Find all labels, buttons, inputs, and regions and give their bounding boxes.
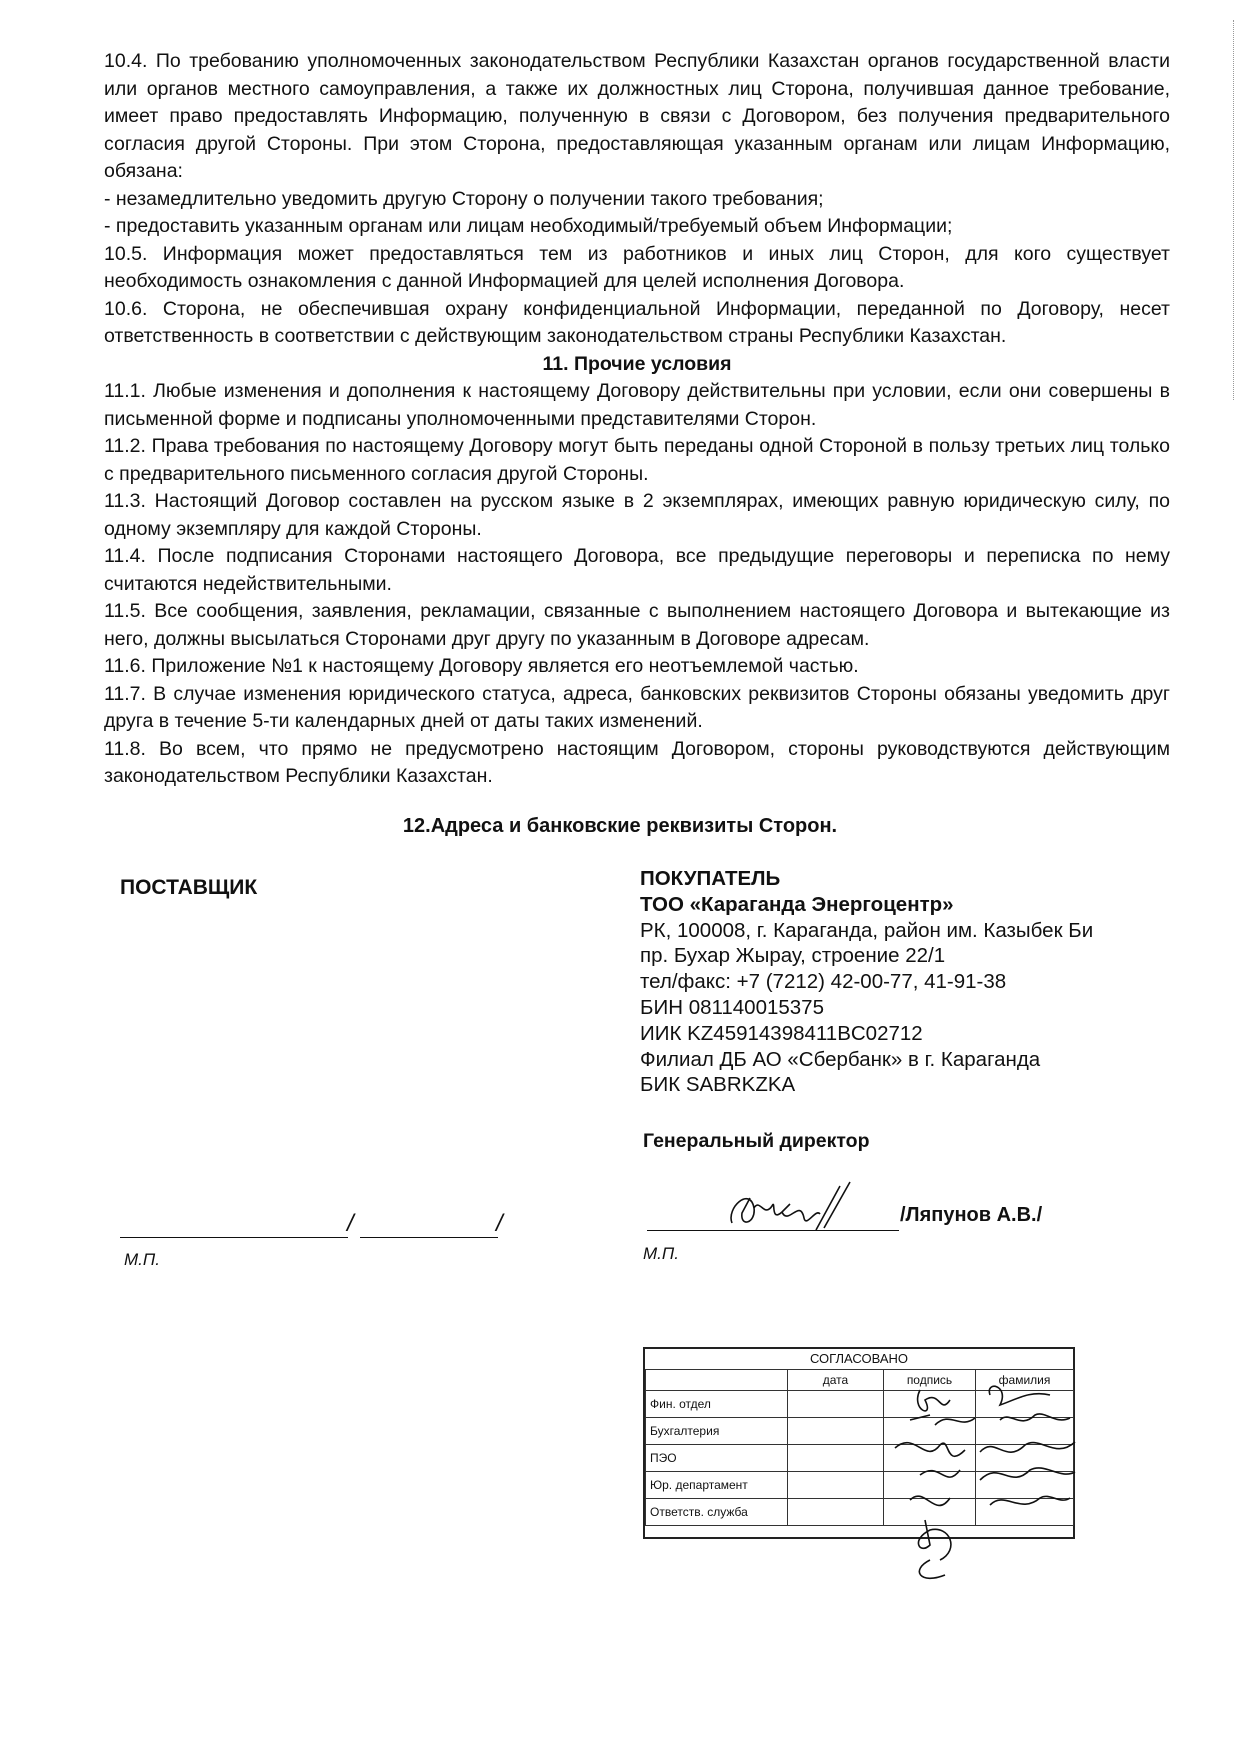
buyer-title: ПОКУПАТЕЛЬ (640, 867, 781, 890)
supplier-slash-1: / (347, 1210, 354, 1237)
supplier-title: ПОСТАВЩИК (120, 876, 258, 899)
buyer-phone: тел/факс: +7 (7212) 42-00-77, 41-91-38 (640, 970, 1007, 994)
approval-header-signature: подпись (884, 1370, 976, 1391)
director-title: Генеральный директор (643, 1130, 870, 1152)
clause-11-5: 11.5. Все сообщения, заявления, рекламации, связанные с выполнением настоящего Договора и вытекающие из него, должны высылаться Сторонами друг другу по указанным в Договоре адресам. (104, 600, 1170, 650)
supplier-signature-line (120, 1237, 348, 1238)
buyer-stamp-place: М.П. (643, 1244, 679, 1263)
buyer-bin: БИН 081140015375 (640, 995, 824, 1019)
buyer-iik: ИИК KZ45914398411BC02712 (640, 1021, 923, 1045)
clause-11-1: 11.1. Любые изменения и дополнения к настоящему Договору действительны при условии, если они совершены в письменной форме и подписаны уполномоченными представителями Сторон. (104, 380, 1170, 430)
clause-10-5: 10.5. Информация может предоставляться тем из работников и иных лиц Сторон, для кого существует необходимость ознакомления с данной Информацией для целей исполнения Договора. (104, 242, 1170, 292)
clause-10-4: 10.4. По требованию уполномоченных законодательством Республики Казахстан органов государственной власти или органов местного самоуправления, а также их должностных лиц Сторона, получившая данное требование, имеет право предоставлять Информацию, полученную в связи с Договором, без получения предварительного согласия другой Стороны. При этом Сторона, предоставляющая указанным органам или лицам Информацию, обязана: (104, 50, 1170, 182)
buyer-bik: БИК SABRKZKA (640, 1073, 796, 1097)
clause-10-4-item-1: - незамедлительно уведомить другую Сторону о получении такого требования; (104, 187, 824, 210)
approval-header-surname: фамилия (976, 1370, 1074, 1391)
approval-dept: Фин. отдел (646, 1391, 788, 1418)
buyer-address-1: РК, 100008, г. Караганда, район им. Казыбек Би (640, 918, 1094, 942)
buyer-address-2: пр. Бухар Жырау, строение 22/1 (640, 944, 946, 968)
approval-dept: Бухгалтерия (646, 1418, 788, 1445)
clause-11-7: 11.7. В случае изменения юридического статуса, адреса, банковских реквизитов Стороны обязаны уведомить друг друга в течение 5-ти календарных дней от даты таких изменений. (104, 682, 1170, 732)
approval-handwritten-signatures (880, 1370, 1080, 1600)
buyer-bank: Филиал ДБ АО «Сбербанк» в г. Караганда (640, 1047, 1041, 1071)
section-11-title: 11. Прочие условия (542, 352, 732, 375)
supplier-name-line (360, 1237, 498, 1238)
buyer-company: ТОО «Караганда Энергоцентр» (640, 892, 954, 916)
approval-header-date: дата (788, 1370, 884, 1391)
director-name: /Ляпунов А.В./ (900, 1204, 1043, 1226)
clause-11-8: 11.8. Во всем, что прямо не предусмотрено настоящим Договором, стороны руководствуются действующим законодательством Республики Казахстан. (104, 737, 1170, 787)
approval-dept: Юр. департамент (646, 1472, 788, 1499)
supplier-stamp-place: М.П. (124, 1250, 160, 1269)
supplier-slash-2: / (496, 1210, 503, 1237)
approval-dept: ПЭО (646, 1445, 788, 1472)
approval-stamp-title: СОГЛАСОВАНО (809, 1351, 909, 1366)
clause-10-6: 10.6. Сторона, не обеспечившая охрану конфиденциальной Информации, переданной по Договору, несет ответственность в соответствии с действующим законодательством страны Республики Казахстан. (104, 297, 1170, 347)
director-signature (720, 1168, 860, 1243)
clause-10-4-item-2: - предоставить указанным органам или лицам необходимый/требуемый объем Информации; (104, 215, 953, 237)
approval-dept: Ответств. служба (646, 1499, 788, 1526)
section-12-title: 12.Адреса и банковские реквизиты Сторон. (402, 815, 838, 837)
buyer-details (640, 866, 1093, 1098)
clause-11-3: 11.3. Настоящий Договор составлен на русском языке в 2 экземплярах, имеющих равную юридическую силу, по одному экземпляру для каждой Стороны. (104, 490, 1170, 540)
approval-header-dept (646, 1370, 788, 1391)
clause-11-2: 11.2. Права требования по настоящему Договору могут быть переданы одной Стороной в пользу третьих лиц только с предварительного письменного согласия другой Стороны. (104, 435, 1170, 485)
clause-11-4: 11.4. После подписания Сторонами настоящего Договора, все предыдущие переговоры и переписка по нему считаются недействительными. (104, 545, 1170, 595)
contract-body (104, 48, 1170, 791)
clause-11-6: 11.6. Приложение №1 к настоящему Договору является его неотъемлемой частью. (104, 655, 859, 677)
scan-edge (1231, 20, 1234, 400)
